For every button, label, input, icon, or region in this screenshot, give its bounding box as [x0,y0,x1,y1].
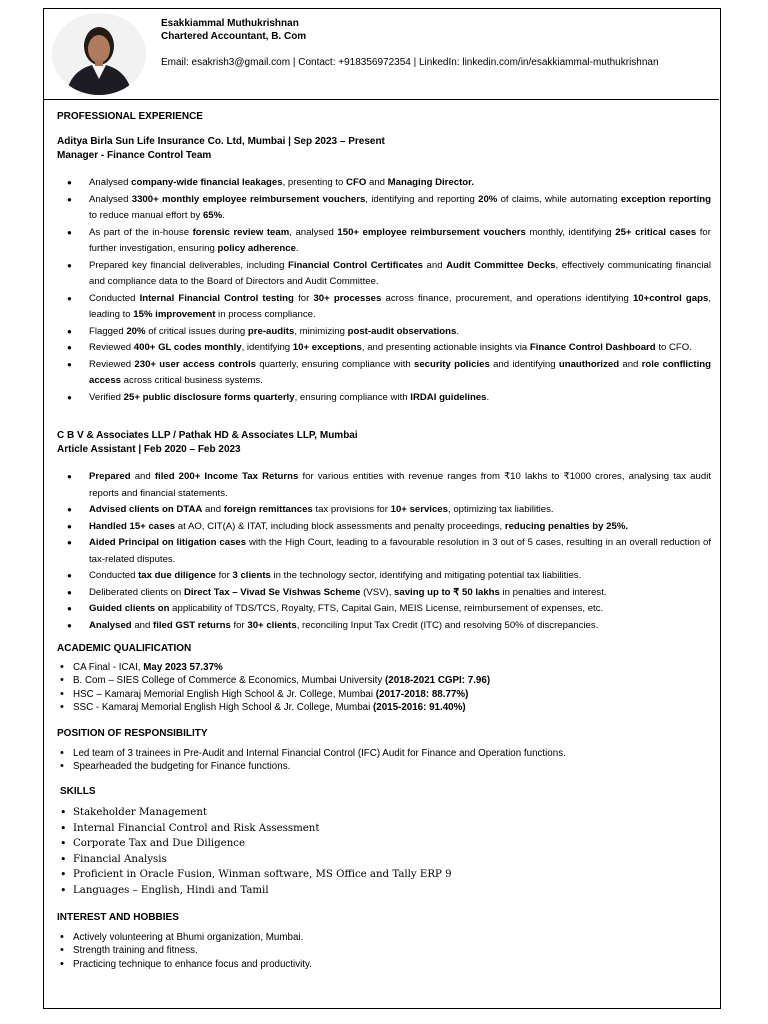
interest-item: • Actively volunteering at Bhumi organization, Mumbai. [73,931,703,944]
job1-company: Aditya Birla Sun Life Insurance Co. Ltd, Mumbai | Sep 2023 – Present [57,136,385,147]
job2-bullet: ● Handled 15+ cases at AO, CIT(A) & ITAT, including block assessments and penalty proceedings, reducing penalties by 25%. [89,519,711,536]
interests-list [73,931,703,971]
job2-bullet: ● Analysed and filed GST returns for 30+ clients, reconciling Input Tax Credit (ITC) and resolving 50% of discrepancies. [89,618,711,635]
academic-item: • B. Com – SIES College of Commerce & Economics, Mumbai University (2018-2021 CGPI: 7.96) [73,674,703,687]
position-item: • Spearheaded the budgeting for Finance functions. [73,760,703,773]
job1-bullet: ● Analysed company-wide financial leakages, presenting to CFO and Managing Director. [89,175,711,192]
section-title-academic: ACADEMIC QUALIFICATION [57,643,192,654]
candidate-qualification: Chartered Accountant, B. Com [161,31,307,42]
skills-list [73,805,703,898]
job1-bullet: ● Reviewed 400+ GL codes monthly, identifying 10+ exceptions, and presenting actionable insights via Finance Control Dashboard to CFO. [89,340,711,357]
contact-line: Email: esakrish3@gmail.com | Contact: +918356972354 | LinkedIn: linkedin.com/in/esakkiammal-muthukrishnan [161,57,659,68]
job2-bullet: ● Conducted tax due diligence for 3 clients in the technology sector, identifying and mitigating potential tax liabilities. [89,568,711,585]
skill-item: • Languages – English, Hindi and Tamil [73,883,703,899]
job1-bullet: ● Prepared key financial deliverables, including Financial Control Certificates and Audit Committee Decks, effectively communicating financial and compliance data to the Board of Directors and Audit Committee. [89,258,711,291]
job1-bullet-list [89,175,711,406]
job2-bullet: ● Deliberated clients on Direct Tax – Vivad Se Vishwas Scheme (VSV), saving up to ₹ 50 lakhs in penalties and interest. [89,585,711,602]
skill-item: • Stakeholder Management [73,805,703,821]
skill-item: • Proficient in Oracle Fusion, Winman software, MS Office and Tally ERP 9 [73,867,703,883]
section-title-position: POSITION OF RESPONSIBILITY [57,728,208,739]
academic-item: • HSC – Kamaraj Memorial English High School & Jr. College, Mumbai (2017-2018: 88.77%) [73,688,703,701]
academic-list [73,661,703,714]
profile-photo [52,13,146,95]
job2-bullet: ● Guided clients on applicability of TDS/TCS, Royalty, FTS, Capital Gain, MEIS License, reimbursement of expenses, etc. [89,601,711,618]
section-title-experience: PROFESSIONAL EXPERIENCE [57,111,203,122]
job2-bullet: ● Prepared and filed 200+ Income Tax Returns for various entities with revenue ranges from ₹10 lakhs to ₹1000 crores, analysing tax audit reports and financial statements. [89,469,711,502]
profile-photo-image [52,13,146,95]
job1-bullet: ● Reviewed 230+ user access controls quarterly, ensuring compliance with security policies and identifying unauthorized and role conflicting access across critical business systems. [89,357,711,390]
job2-bullet: ● Aided Principal on litigation cases with the High Court, leading to a favourable resolution in 3 out of 5 cases, resulting in an overall reduction of tax-related disputes. [89,535,711,568]
position-list [73,747,703,774]
interest-item: • Practicing technique to enhance focus and productivity. [73,958,703,971]
section-title-interests: INTEREST AND HOBBIES [57,912,179,923]
skill-item: • Financial Analysis [73,852,703,868]
section-title-skills: SKILLS [60,786,96,797]
academic-item: • CA Final - ICAI, May 2023 57.37% [73,661,703,674]
job1-bullet: ● As part of the in-house forensic review team, analysed 150+ employee reimbursement vouchers monthly, identifying 25+ critical cases for further investigation, ensuring policy adherence. [89,225,711,258]
header-divider [44,99,719,100]
skill-item: • Internal Financial Control and Risk Assessment [73,821,703,837]
job2-role: Article Assistant | Feb 2020 – Feb 2023 [57,444,241,455]
job1-bullet: ● Verified 25+ public disclosure forms quarterly, ensuring compliance with IRDAI guidelines. [89,390,711,407]
interest-item: • Strength training and fitness. [73,944,703,957]
job2-bullet: ● Advised clients on DTAA and foreign remittances tax provisions for 10+ services, optimizing tax liabilities. [89,502,711,519]
job2-company: C B V & Associates LLP / Pathak HD & Associates LLP, Mumbai [57,430,358,441]
job2-bullet-list [89,469,711,634]
job1-bullet: ● Analysed 3300+ monthly employee reimbursement vouchers, identifying and reporting 20% of claims, while automating exception reporting to reduce manual effort by 65%. [89,192,711,225]
position-item: • Led team of 3 trainees in Pre-Audit and Internal Financial Control (IFC) Audit for Finance and Operation functions. [73,747,703,760]
skill-item: • Corporate Tax and Due Diligence [73,836,703,852]
job1-bullet: ● Flagged 20% of critical issues during pre-audits, minimizing post-audit observations. [89,324,711,341]
job1-role: Manager - Finance Control Team [57,150,212,161]
job1-bullet: ● Conducted Internal Financial Control testing for 30+ processes across finance, procurement, and operations identifying 10+control gaps, leading to 15% improvement in process compliance. [89,291,711,324]
academic-item: • SSC - Kamaraj Memorial English High School & Jr. College, Mumbai (2015-2016: 91.40%) [73,701,703,714]
candidate-name: Esakkiammal Muthukrishnan [161,18,299,29]
